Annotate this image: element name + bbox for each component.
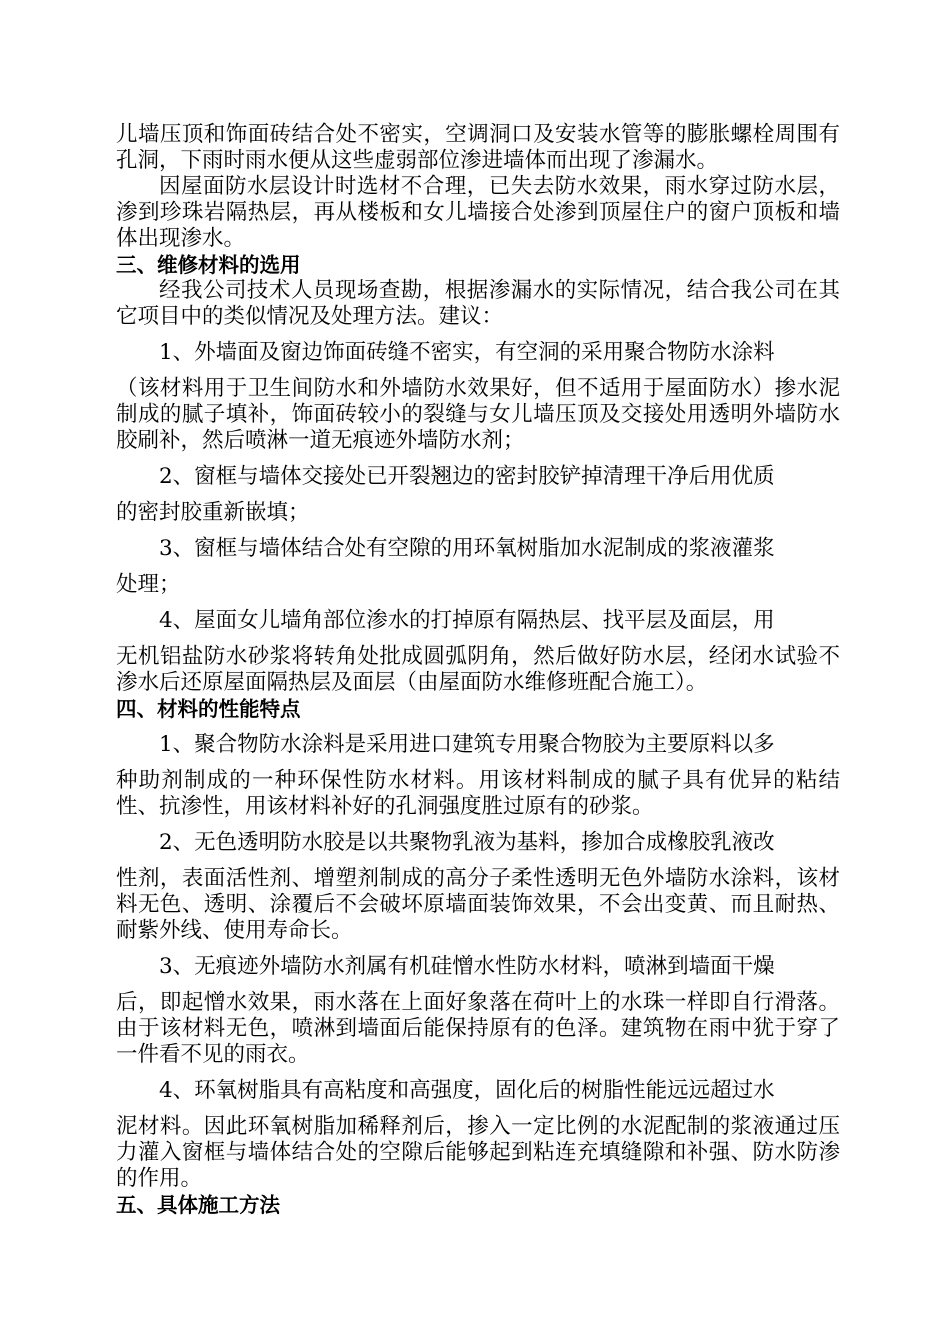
section-4-item-1 bbox=[116, 732, 840, 820]
section-4-item-1-rest: 种助剂制成的一种环保性防水材料。用该材料制成的腻子具有优异的粘结性、抗渗性，用该材料补好的孔洞强度胜过原有的砂浆。 bbox=[116, 768, 840, 819]
section-3-item-2-rest: 的密封胶重新嵌填； bbox=[116, 500, 310, 525]
section-4-item-3-first-line: 3、无痕迹外墙防水剂属有机硅憎水性防水材料，喷淋到墙面干燥 bbox=[159, 954, 775, 979]
section-4-item-2-first-line: 2、无色透明防水胶是以共聚物乳液为基料，掺加合成橡胶乳液改 bbox=[159, 830, 775, 855]
section-3-item-2-first-line: 2、窗框与墙体交接处已开裂翘边的密封胶铲掉清理干净后用优质 bbox=[159, 464, 775, 489]
section-3-item-1-first-line: 1、外墙面及窗边饰面砖缝不密实，有空洞的采用聚合物防水涂料 bbox=[159, 340, 775, 365]
section-3-item-4-first-line: 4、屋面女儿墙角部位渗水的打掉原有隔热层、找平层及面层，用 bbox=[159, 608, 775, 633]
section-4-item-3 bbox=[116, 954, 840, 1068]
section-3-item-4-rest: 无机铝盐防水砂浆将转角处批成圆弧阴角，然后做好防水层，经闭水试验不渗水后还原屋面隔热层及面层（由屋面防水维修班配合施工）。 bbox=[116, 644, 840, 695]
section-4-item-4 bbox=[116, 1078, 840, 1192]
section-heading-5: 五、具体施工方法 bbox=[116, 1193, 280, 1217]
section-4-item-2 bbox=[116, 830, 840, 944]
section-4-item-4-first-line: 4、环氧树脂具有高粘度和高强度，固化后的树脂性能远远超过水 bbox=[159, 1078, 775, 1103]
section-3-item-3-first-line: 3、窗框与墙体结合处有空隙的用环氧树脂加水泥制成的浆液灌浆 bbox=[159, 536, 775, 561]
intro-paragraph-1: 儿墙压顶和饰面砖结合处不密实，空调洞口及安装水管等的膨胀螺栓周围有孔洞，下雨时雨水便从这些虚弱部位渗进墙体而出现了渗漏水。 bbox=[116, 122, 840, 173]
section-4-item-3-rest: 后，即起憎水效果，雨水落在上面好象落在荷叶上的水珠一样即自行滑落。由于该材料无色，喷淋到墙面后能保持原有的色泽。建筑物在雨中犹于穿了一件看不见的雨衣。 bbox=[116, 990, 840, 1067]
section-4-item-1-first-line: 1、聚合物防水涂料是采用进口建筑专用聚合物胶为主要原料以多 bbox=[159, 732, 775, 757]
section-3-item-1 bbox=[116, 340, 840, 454]
section-4-item-2-rest: 性剂，表面活性剂、增塑剂制成的高分子柔性透明无色外墙防水涂料，该材料无色、透明、涂覆后不会破坏原墙面装饰效果，不会出变黄、而且耐热、耐紫外线、使用寿命长。 bbox=[116, 866, 840, 943]
intro-paragraph-2: 因屋面防水层设计时选材不合理，已失去防水效果，雨水穿过防水层，渗到珍珠岩隔热层，再从楼板和女儿墙接合处渗到顶屋住户的窗户顶板和墙体出现渗水。 bbox=[116, 174, 840, 251]
section-4-item-4-rest: 泥材料。因此环氧树脂加稀释剂后，掺入一定比例的水泥配制的浆液通过压力灌入窗框与墙体结合处的空隙后能够起到粘连充填缝隙和补强、防水防渗的作用。 bbox=[116, 1114, 840, 1191]
section-3-item-4 bbox=[116, 608, 840, 696]
section-heading-4: 四、材料的性能特点 bbox=[116, 697, 301, 721]
section-3-item-2 bbox=[116, 464, 840, 526]
section-heading-3: 三、维修材料的选用 bbox=[116, 253, 301, 277]
section-3-item-3 bbox=[116, 536, 840, 598]
section-3-lead: 经我公司技术人员现场查勘，根据渗漏水的实际情况，结合我公司在其它项目中的类似情况及处理方法。建议： bbox=[116, 278, 840, 329]
section-3-item-3-rest: 处理； bbox=[116, 572, 181, 597]
section-3-item-1-rest: （该材料用于卫生间防水和外墙防水效果好，但不适用于屋面防水）掺水泥制成的腻子填补，饰面砖较小的裂缝与女儿墙压顶及交接处用透明外墙防水胶刷补，然后喷淋一道无痕迹外墙防水剂； bbox=[116, 376, 840, 453]
document-body bbox=[116, 122, 840, 1218]
